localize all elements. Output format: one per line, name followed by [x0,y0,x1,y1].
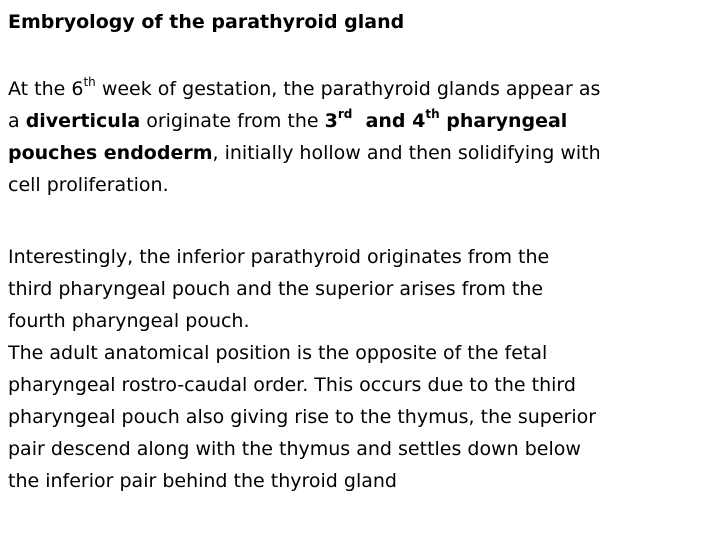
text-run: At the 6 [8,78,84,100]
bold-text: 3 [324,110,338,132]
paragraph-origin [8,241,714,497]
text-run: week of gestation, the parathyroid glands appear as [95,78,601,100]
text-run: cell proliferation. [8,174,169,196]
text-run: a [8,110,26,132]
paragraph-line [8,73,714,105]
paragraph-gestation [8,73,714,201]
paragraph-line: third pharyngeal pouch and the superior arises from the [8,278,544,300]
paragraph-line: fourth pharyngeal pouch. [8,310,250,332]
bold-text: pharyngeal [439,110,568,132]
paragraph-line: Interestingly, the inferior parathyroid originates from the [8,246,550,268]
superscript: rd [337,106,353,121]
slide [8,0,714,540]
bold-text: pouches endoderm [8,142,213,164]
paragraph-line: pharyngeal rostro-caudal order. This occurs due to the third [8,374,576,396]
bold-text: and 4 [352,110,426,132]
paragraph-line: pharyngeal pouch also giving rise to the thymus, the superior [8,406,597,428]
slide-title: Embryology of the parathyroid gland [8,11,405,33]
paragraph-line: The adult anatomical position is the opposite of the fetal [8,342,548,364]
superscript: th [83,74,96,89]
paragraph-line [8,169,714,201]
paragraph-line [8,137,714,169]
paragraph-line: the inferior pair behind the thyroid gland [8,470,397,492]
paragraph-line [8,105,714,137]
superscript: th [425,106,440,121]
paragraph-line: pair descend along with the thymus and settles down below [8,438,581,460]
bold-text: diverticula [25,110,141,132]
text-run: , initially hollow and then solidifying with [212,142,601,164]
text-run: originate from the [140,110,325,132]
